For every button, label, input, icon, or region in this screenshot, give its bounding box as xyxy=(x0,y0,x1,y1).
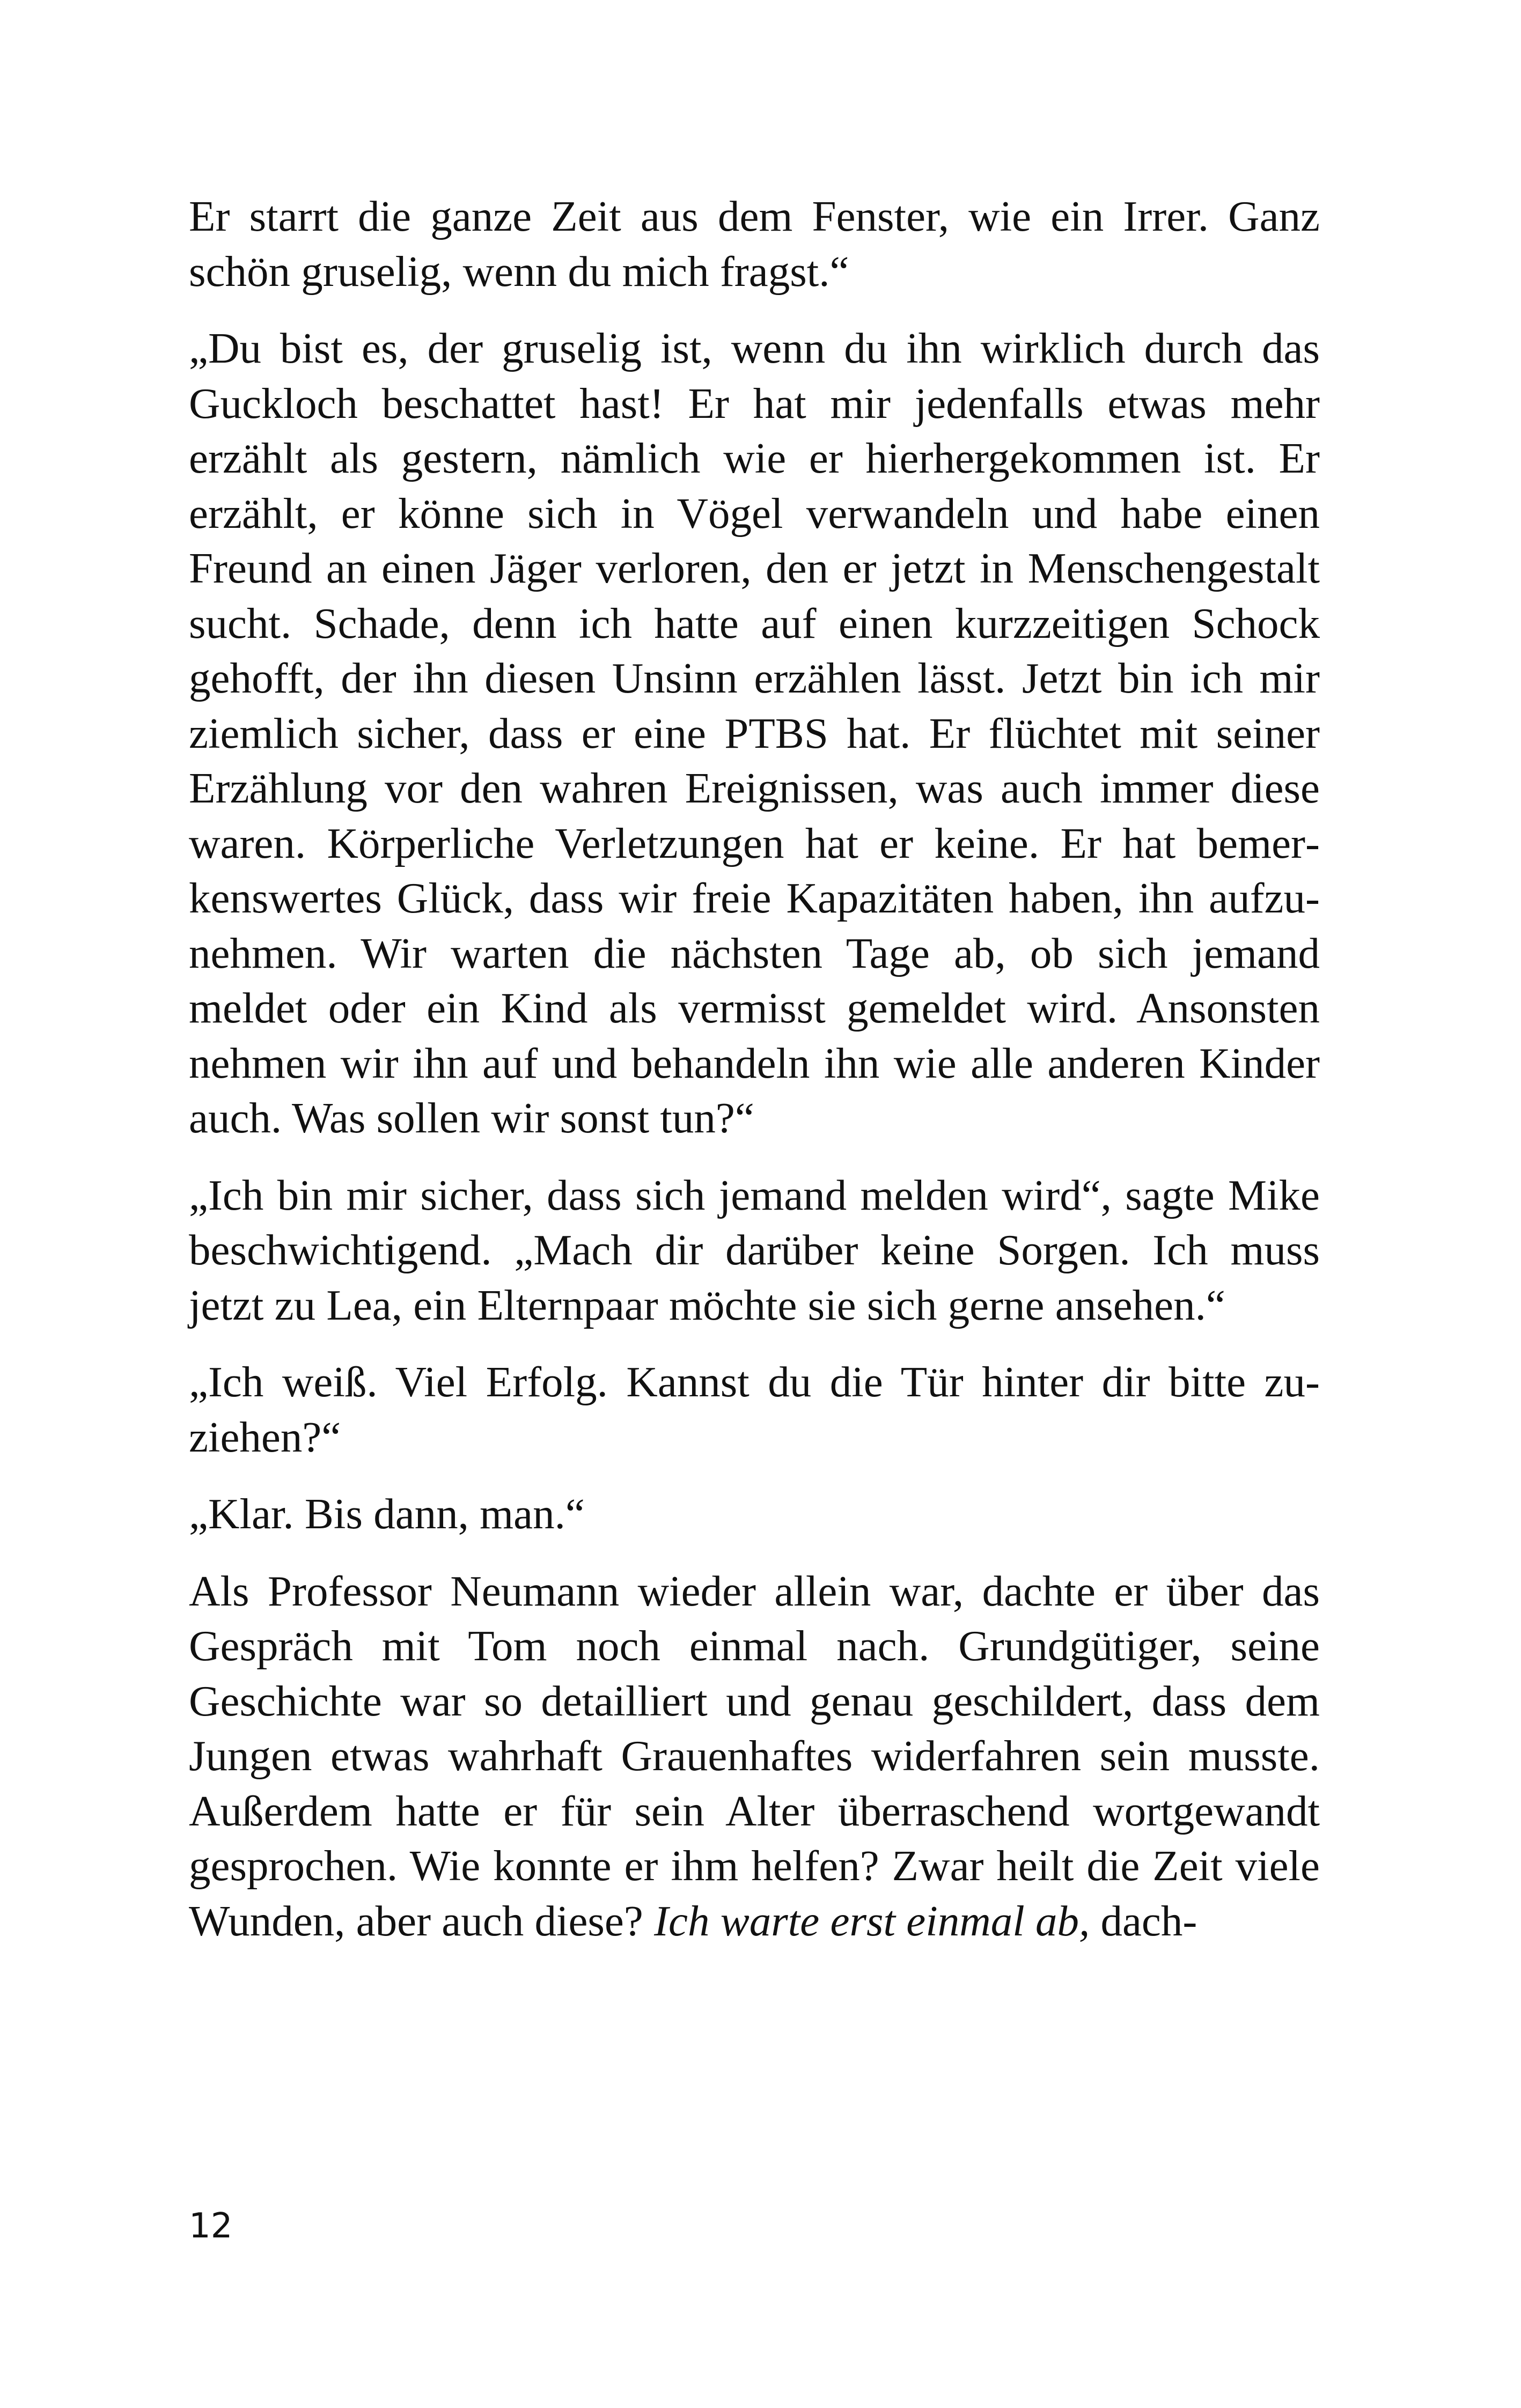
paragraph-6-italic: Ich warte erst einmal ab, xyxy=(654,1896,1090,1945)
paragraph-2: „Du bist es, der gruselig ist, wenn du ihn wirklich durch das Guckloch beschattet hast! Er hat mir jedenfalls etwas mehr erzählt als gestern, nämlich wie er hierhergekommen ist. Er erzählt, er könne sich in Vögel verwandeln und habe einen Freund an einen Jäger verloren, den er jetzt in Menschengestalt sucht. Schade, denn ich hatte auf einen kurzzeitigen Schock gehofft, der ihn diesen Unsinn erzählen lässt. Jetzt bin ich mir ziemlich sicher, dass er eine PTBS hat. Er flüchtet mit seiner Erzählung vor den wahren Ereignissen, was auch immer diese waren. Körperliche Verletzungen hat er keine. Er hat bemerkenswertes Glück, dass wir freie Kapazitäten haben, ihn aufzunehmen. Wir warten die nächsten Tage ab, ob sich jemand meldet oder ein Kind als vermisst gemeldet wird. Ansonsten nehmen wir ihn auf und behandeln ihn wie alle anderen Kinder auch. Was sollen wir sonst tun?“ xyxy=(189,324,1320,1142)
paragraph-6-tail: dach- xyxy=(1100,1896,1197,1945)
paragraph-4: „Ich weiß. Viel Erfolg. Kannst du die Tür hinter dir bitte zuziehen?“ xyxy=(189,1358,1320,1461)
paragraph-5: „Klar. Bis dann, man.“ xyxy=(189,1490,585,1538)
paragraph-1: Er starrt die ganze Zeit aus dem Fenster, wie ein Irrer. Ganz schön gruselig, wenn du mich fragst.“ xyxy=(189,192,1320,296)
body-text xyxy=(189,189,1320,1948)
paragraph-6 xyxy=(189,1564,1320,1949)
paragraph-6-text: Als Professor Neumann wieder allein war, dachte er über das Gespräch mit Tom noch einmal nach. Grundgütiger, seine Geschichte war so detailliert und genau geschildert, dass dem Jungen etwas wahrhaft Grauenhaftes widerfahren sein musste. Außerdem hatte er für sein Alter überraschend wortgewandt gesprochen. Wie konnte er ihm helfen? Zwar heilt die Zeit viele Wunden, aber auch diese? xyxy=(189,1566,1320,1945)
paragraph-3: „Ich bin mir sicher, dass sich jemand melden wird“, sagte Mike beschwichtigend. „Mach dir darüber keine Sorgen. Ich muss jetzt zu Lea, ein Elternpaar möchte sie sich gerne ansehen.“ xyxy=(189,1170,1320,1329)
page-number: 12 xyxy=(189,2206,233,2246)
